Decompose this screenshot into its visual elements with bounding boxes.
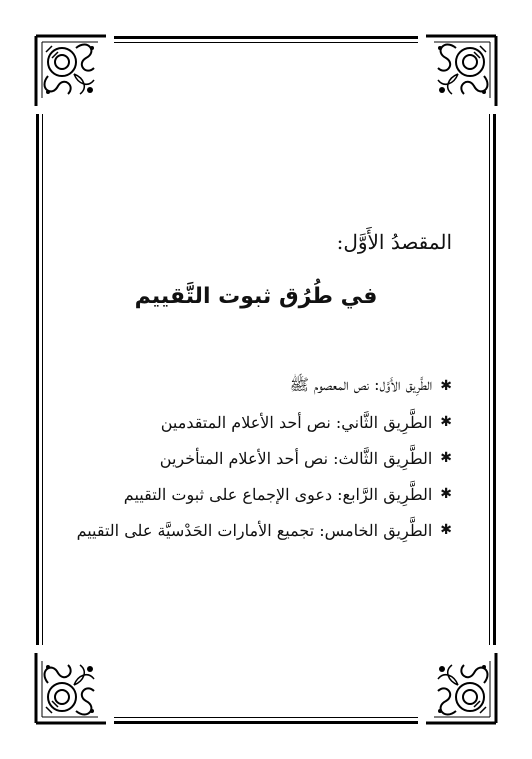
corner-ornament-top-left: [28, 28, 114, 114]
corner-ornament-top-right: [418, 28, 504, 114]
list-item-text: الطَّرِيق الأَوَّل: نص المعصوم ﷺ: [289, 374, 433, 394]
corner-ornament-bottom-right: [418, 645, 504, 731]
ornament-icon: [418, 645, 504, 731]
list-item-text: الطَّرِيق الثَّاني: نص أحد الأعلام المتقدمين: [160, 412, 433, 432]
list-item-text: الطَّرِيق الخامس: تجميع الأمارات الحَدْسيَّة على التقييم: [76, 520, 433, 540]
ornament-icon: [28, 28, 114, 114]
ornament-icon: [28, 645, 114, 731]
asterisk-bullet-icon: ✱: [440, 522, 452, 538]
page-title: في طُرُق ثبوت التَّقييم: [134, 284, 378, 309]
section-heading: المقصدُ الأَوَّل:: [336, 230, 452, 254]
list-item-text: الطَّرِيق الثَّالث: نص أحد الأعلام المتأخرين: [159, 448, 433, 468]
list-item: [77, 476, 452, 512]
asterisk-bullet-icon: ✱: [440, 378, 452, 394]
list-item: [77, 440, 452, 476]
list-item: [77, 404, 452, 440]
ways-list: [77, 368, 452, 548]
asterisk-bullet-icon: ✱: [440, 450, 452, 466]
corner-ornament-bottom-left: [28, 645, 114, 731]
list-item: [77, 512, 452, 548]
list-item-text: الطَّرِيق الرَّابع: دعوى الإجماع على ثبوت التقييم: [123, 484, 433, 504]
asterisk-bullet-icon: ✱: [440, 414, 452, 430]
list-item: [77, 368, 452, 404]
asterisk-bullet-icon: ✱: [440, 486, 452, 502]
ornament-icon: [418, 28, 504, 114]
